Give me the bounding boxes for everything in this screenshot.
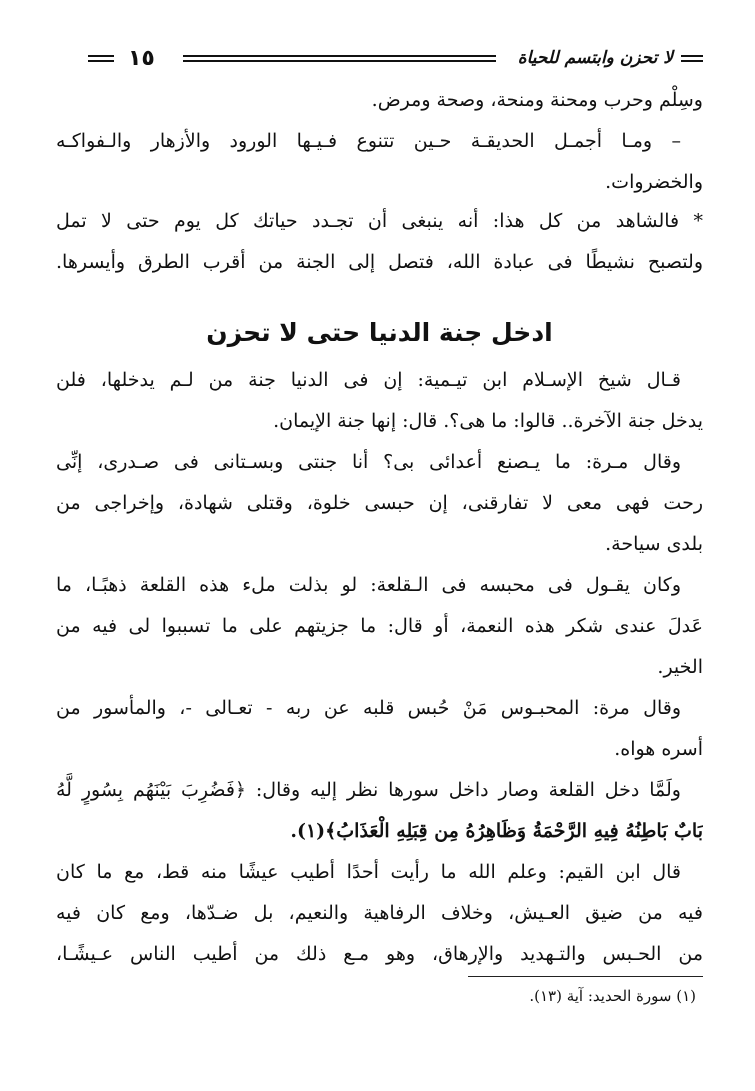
text-line: فيه من ضيق العـيش، وخلاف الرفاهية والنعيم، بل ضـدّها، ومع كان فيه <box>56 902 703 924</box>
paragraph-2 <box>56 201 703 283</box>
text-line: من الحـبس والتـهديد والإرهاق، وهو مـع ذلك من أطيب الناس عـيشًـا، <box>56 943 703 965</box>
text-line: أسره هواه. <box>614 738 703 760</box>
footnote: (١) سورة الحديد: آية (١٣). <box>529 987 696 1005</box>
text-line: وكان يقـول فى محبسه فى الـقلعة: لو بذلت ملء هذه القلعة ذهبًـا، ما <box>56 574 681 596</box>
text-line: والخضروات. <box>605 171 703 193</box>
text-line: الخير. <box>657 656 703 678</box>
text-line: رحت فهى معى لا تفارقنى، إن حبسى خلوة، وقتلى شهادة، وإخراجى من <box>56 492 703 514</box>
text-line: * فالشاهد من كل هذا: أنه ينبغى أن تجـدد حياتك كل يوم حتى لا تمل <box>56 210 703 232</box>
header-rule-middle <box>183 55 496 62</box>
paragraph-1 <box>56 80 703 203</box>
header-rule-left <box>88 55 114 62</box>
paragraph-6 <box>56 688 703 770</box>
text-line: – ومـا أجمـل الحديقـة حـين تتنوع فـيـها الورود والأزهار والـفواكـه <box>56 130 681 152</box>
quran-verse-line: بَابٌ بَاطِنُهُ فِيهِ الرَّحْمَةُ وَظَاهِرُهُ مِن قِبَلِهِ الْعَذَابُ﴾(١). <box>290 820 703 842</box>
text-line: ولَمَّا دخل القلعة وصار داخل سورها نظر إليه وقال: ﴿فَضُرِبَ بَيْنَهُم بِسُورٍ لَّهُ <box>56 779 681 801</box>
section-heading: ادخل جنة الدنيا حتى لا تحزن <box>206 318 553 347</box>
book-title: لا تحزن وابتسم للحياة <box>517 48 673 68</box>
text-line: يدخل جنة الآخرة.. قالوا: ما هى؟. قال: إنها جنة الإيمان. <box>273 410 703 432</box>
text-line: عَدلَ عندى شكر هذه النعمة، أو قال: ما جزيتهم على ما تسببوا لى فيه من <box>56 615 703 637</box>
text-line: وسِلْم وحرب ومحنة ومنحة، وصحة ومرض. <box>371 89 703 111</box>
page-number: ١٥ <box>128 45 155 71</box>
text-line: وقال مـرة: ما يـصنع أعدائى بى؟ أنا جنتى وبسـتانى فى صـدرى، إنِّى <box>56 451 681 473</box>
text-line: ولتصبح نشيطًا فى عبادة الله، فتصل إلى الجنة من أقرب الطرق وأيسرها. <box>56 251 703 273</box>
running-header <box>88 40 703 76</box>
text-line: قال ابن القيم: وعلم الله ما رأيت أحدًا أطيب عيشًا منه قط، مع ما كان <box>56 861 681 883</box>
text-line: وقال مرة: المحبـوس مَنْ حُبس قلبه عن ربه - تعـالى -، والمأسور من <box>56 697 681 719</box>
header-rule-right <box>681 55 703 62</box>
paragraph-3 <box>56 360 703 442</box>
paragraph-4 <box>56 442 703 565</box>
paragraph-8 <box>56 852 703 975</box>
paragraph-5 <box>56 565 703 688</box>
paragraph-7 <box>56 770 703 852</box>
text-line: قـال شيخ الإسـلام ابن تيـمية: إن فى الدنيا جنة من لـم يدخلها، فلن <box>56 369 681 391</box>
text-line: بلدى سياحة. <box>605 533 703 555</box>
footnote-separator <box>468 976 703 977</box>
